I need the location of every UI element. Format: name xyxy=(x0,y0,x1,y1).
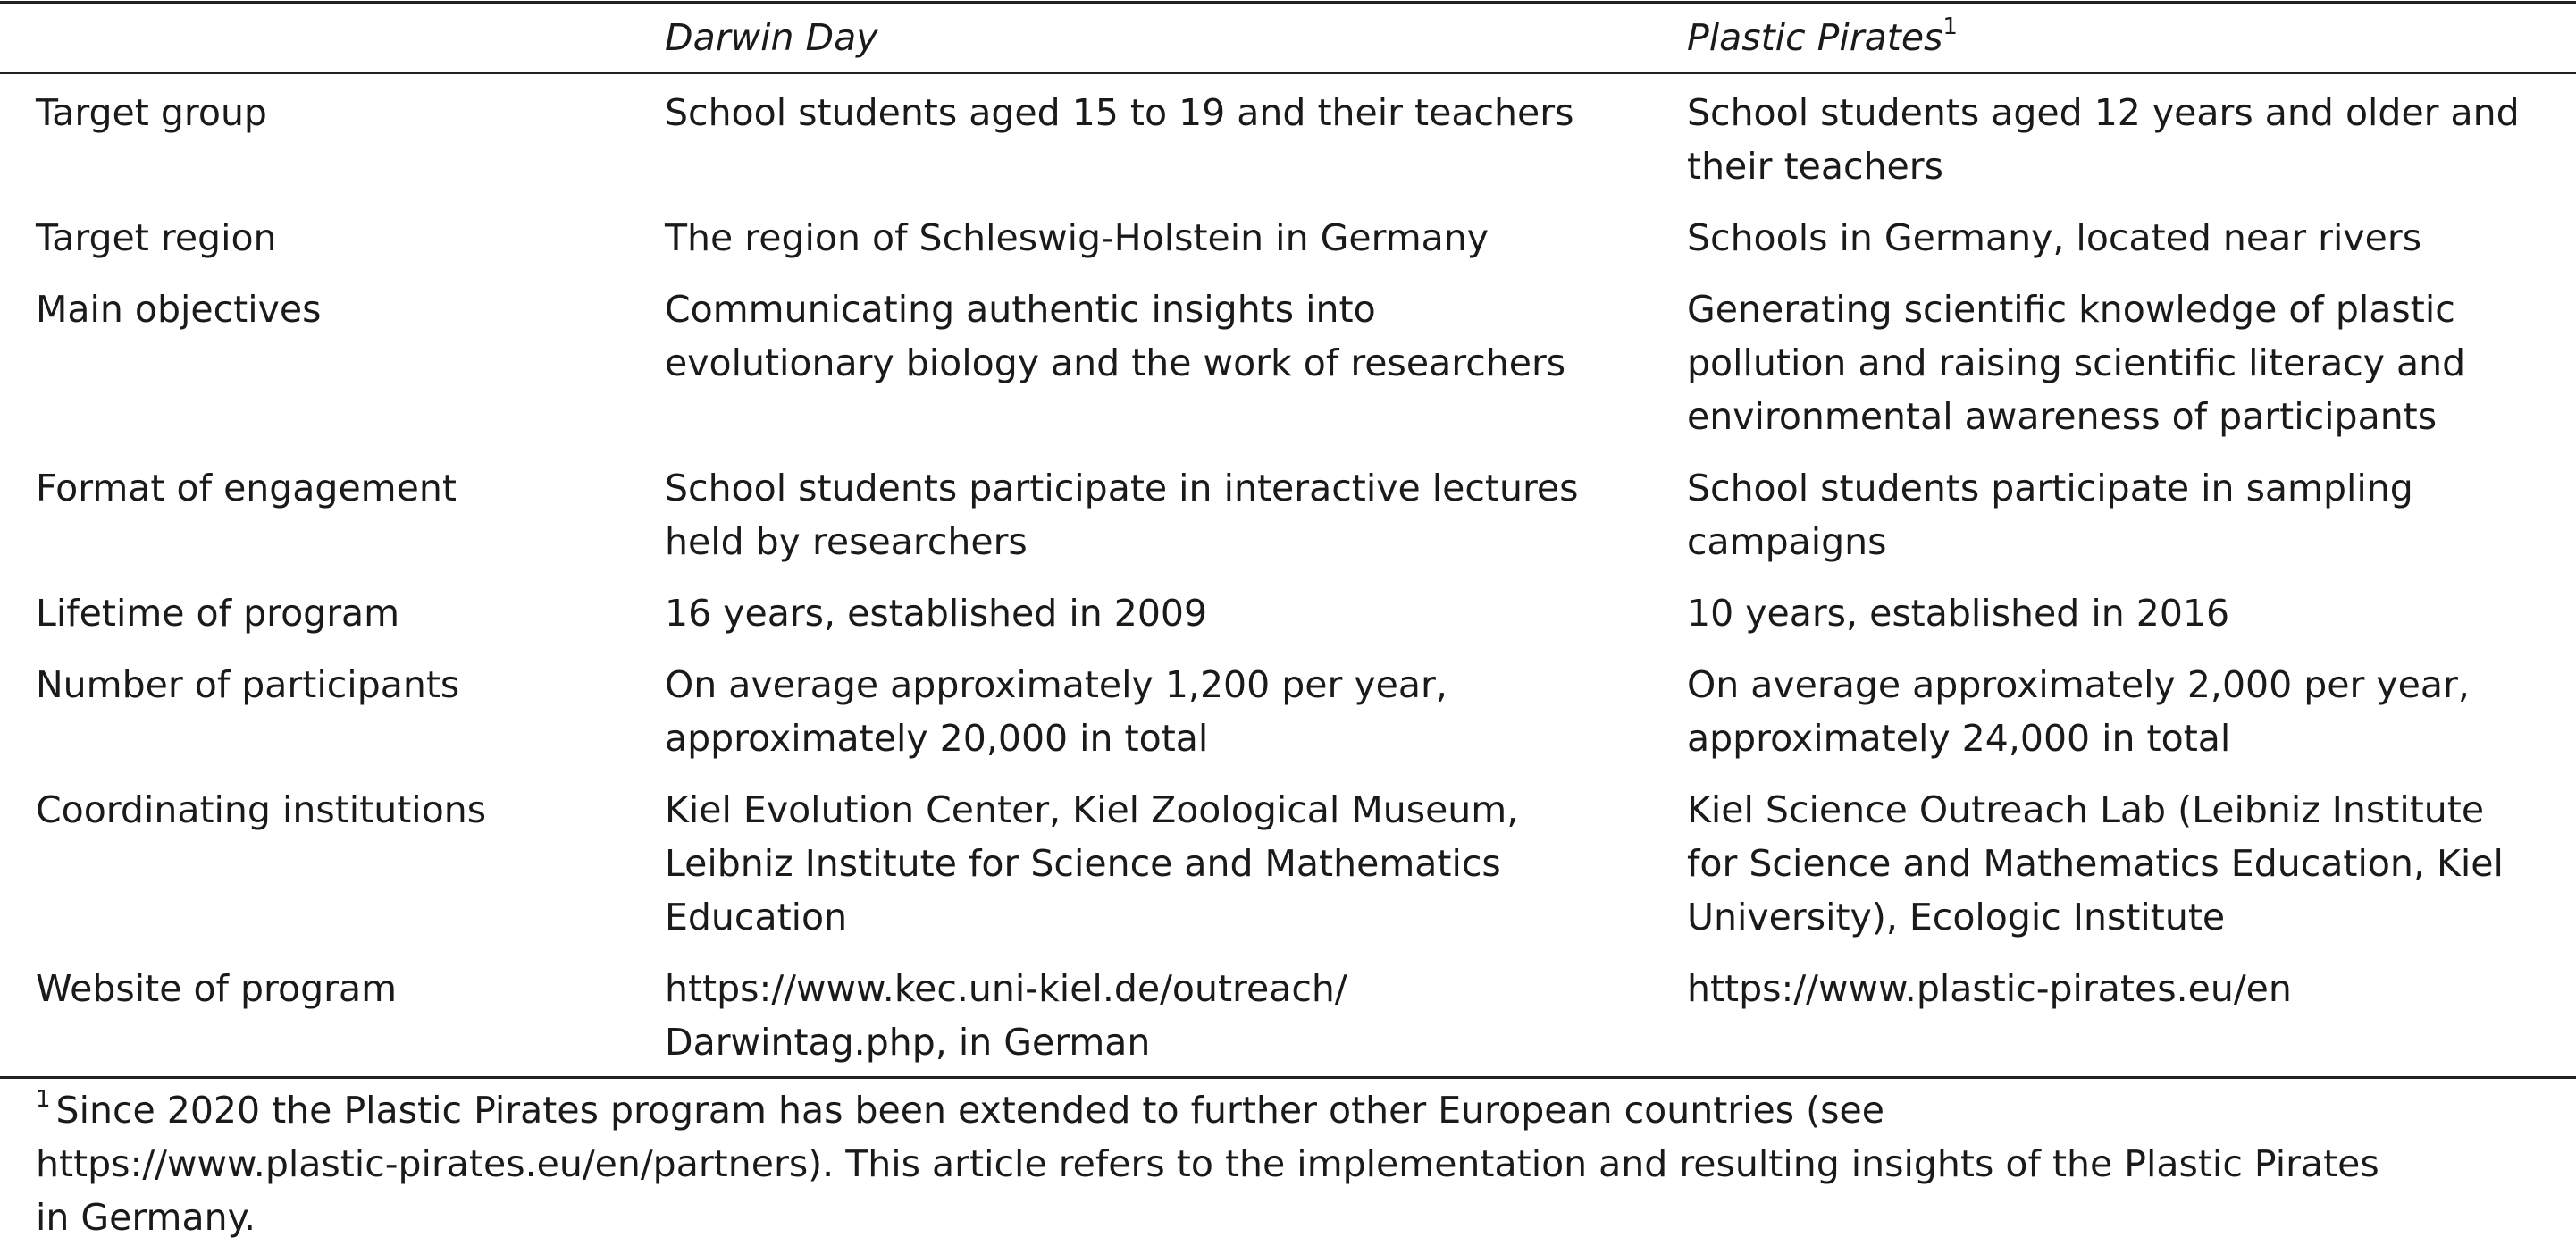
cell-line: Education xyxy=(665,896,848,939)
cell-line: University), Ecologic Institute xyxy=(1687,896,2226,939)
table-header-rule xyxy=(0,72,2576,74)
darwin-day-cell xyxy=(665,783,1666,944)
plastic-pirates-cell: 10 years, established in 2016 xyxy=(1687,592,2230,635)
row-label: Lifetime of program xyxy=(36,592,400,635)
cell-line: On average approximately 2,000 per year, xyxy=(1687,663,2470,706)
cell-line: their teachers xyxy=(1687,145,1943,188)
plastic-pirates-cell xyxy=(1687,461,2572,568)
cell-line: approximately 20,000 in total xyxy=(665,717,1209,760)
plastic-pirates-cell xyxy=(1687,658,2572,765)
header-plastic-pirates xyxy=(1687,11,2572,64)
cell-line: School students aged 12 years and older and xyxy=(1687,91,2520,134)
darwin-day-cell xyxy=(665,658,1666,765)
cell-line: environmental awareness of participants xyxy=(1687,395,2438,438)
cell-line: Darwintag.php, in German xyxy=(665,1021,1151,1064)
footnote-line xyxy=(36,1083,2555,1137)
website-link: https://www.kec.uni-kiel.de/outreach/ xyxy=(665,967,1347,1010)
row-label: Main objectives xyxy=(36,288,322,331)
darwin-day-cell: School students aged 15 to 19 and their teachers xyxy=(665,91,1574,134)
header-darwin-day: Darwin Day xyxy=(665,16,878,59)
table-footnote xyxy=(36,1083,2555,1244)
cell-line: School students participate in sampling xyxy=(1687,467,2413,509)
row-label: Target region xyxy=(36,216,277,259)
cell-line: campaigns xyxy=(1687,520,1887,563)
footnote-line: in Germany. xyxy=(36,1196,256,1239)
darwin-day-cell xyxy=(665,962,1666,1069)
cell-line: School students participate in interactive lectures xyxy=(665,467,1579,509)
plastic-pirates-cell: Schools in Germany, located near rivers xyxy=(1687,216,2422,259)
cell-line: pollution and raising scientific literacy and xyxy=(1687,341,2466,384)
cell-line: for Science and Mathematics Education, Kiel xyxy=(1687,842,2504,885)
footnote-text: Since 2020 the Plastic Pirates program has been extended to further other European countries (see xyxy=(55,1089,1884,1132)
cell-line: Kiel Science Outreach Lab (Leibniz Institute xyxy=(1687,788,2485,831)
table-bottom-rule xyxy=(0,1076,2576,1079)
header-footnote-marker: 1 xyxy=(1942,13,1958,40)
cell-line: Kiel Evolution Center, Kiel Zoological Museum, xyxy=(665,788,1519,831)
website-link: https://www.plastic-pirates.eu/en xyxy=(1687,967,2292,1010)
darwin-day-cell: 16 years, established in 2009 xyxy=(665,592,1208,635)
row-label: Target group xyxy=(36,91,267,134)
plastic-pirates-cell xyxy=(1687,282,2572,443)
darwin-day-cell xyxy=(665,282,1666,390)
row-label: Coordinating institutions xyxy=(36,788,487,831)
footnote-line: https://www.plastic-pirates.eu/en/partners). This article refers to the implementation and resulting insights of the Plastic Pirates xyxy=(36,1142,2379,1185)
cell-line: Leibniz Institute for Science and Mathematics xyxy=(665,842,1501,885)
footnote-marker: 1 xyxy=(36,1086,51,1113)
row-label: Number of participants xyxy=(36,663,460,706)
cell-line: held by researchers xyxy=(665,520,1028,563)
plastic-pirates-cell xyxy=(1687,86,2572,193)
darwin-day-cell xyxy=(665,461,1666,568)
table-top-rule xyxy=(0,1,2576,4)
cell-line: Generating scientific knowledge of plastic xyxy=(1687,288,2455,331)
darwin-day-cell: The region of Schleswig-Holstein in Germany xyxy=(665,216,1489,259)
row-label: Website of program xyxy=(36,967,398,1010)
plastic-pirates-cell xyxy=(1687,783,2572,944)
cell-line: Communicating authentic insights into xyxy=(665,288,1376,331)
row-label: Format of engagement xyxy=(36,467,457,509)
cell-line: On average approximately 1,200 per year, xyxy=(665,663,1447,706)
cell-line: approximately 24,000 in total xyxy=(1687,717,2231,760)
cell-line: evolutionary biology and the work of researchers xyxy=(665,341,1566,384)
header-plastic-pirates-label: Plastic Pirates xyxy=(1687,16,1943,59)
plastic-pirates-cell xyxy=(1687,962,2572,1015)
